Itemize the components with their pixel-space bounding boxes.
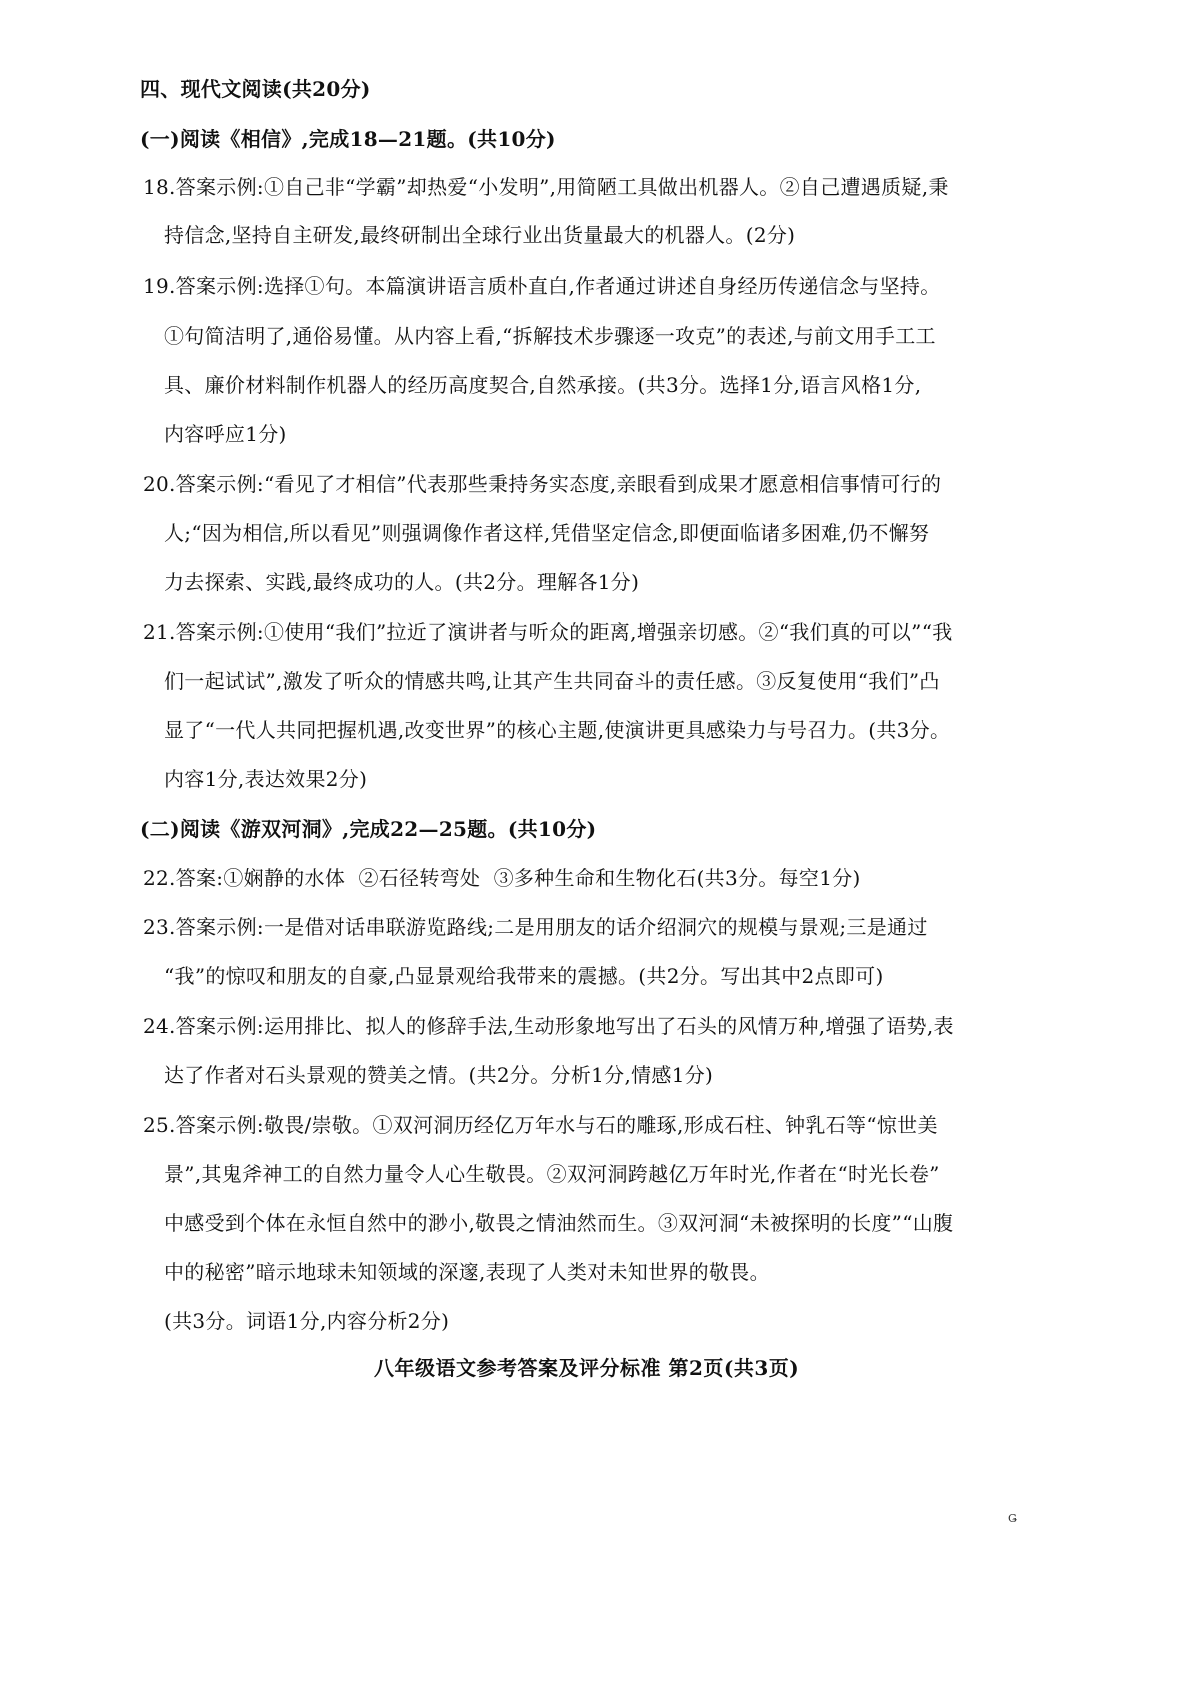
q25-line-3: 中感受到个体在永恒自然中的渺小,敬畏之情油然而生。③双河洞“未被探明的长度”“山腹 xyxy=(164,1211,954,1235)
q19-line-4: 内容呼应1分) xyxy=(164,422,287,446)
q23-line-1: 23.答案示例:一是借对话串联游览路线;二是用朋友的话介绍洞穴的规模与景观;三是通过 xyxy=(143,915,928,939)
part2-header: (二)阅读《游双河洞》,完成22—25题。(共10分) xyxy=(140,817,597,841)
q25-line-5: (共3分。词语1分,内容分析2分) xyxy=(164,1309,450,1333)
page-footer: 八年级语文参考答案及评分标准 第2页(共3页) xyxy=(374,1356,800,1380)
q19-line-3: 具、廉价材料制作机器人的经历高度契合,自然承接。(共3分。选择1分,语言风格1分, xyxy=(164,373,922,397)
q20-line-3: 力去探索、实践,最终成功的人。(共2分。理解各1分) xyxy=(164,570,640,594)
q20-line-2: 人;“因为相信,所以看见”则强调像作者这样,凭借坚定信念,即便面临诸多困难,仍不懈努 xyxy=(164,521,930,545)
section-title: 四、现代文阅读(共20分) xyxy=(140,77,371,101)
corner-mark: Ǥ xyxy=(1008,1512,1018,1525)
q21-line-4: 内容1分,表达效果2分) xyxy=(164,767,368,791)
q25-line-4: 中的秘密”暗示地球未知领域的深邃,表现了人类对未知世界的敬畏。 xyxy=(164,1260,770,1284)
q25-line-1: 25.答案示例:敬畏/崇敬。①双河洞历经亿万年水与石的雕琢,形成石柱、钟乳石等“惊世美 xyxy=(143,1113,938,1137)
q21-line-2: 们一起试试”,激发了听众的情感共鸣,让其产生共同奋斗的责任感。③反复使用“我们”凸 xyxy=(164,669,940,693)
q18-line-1: 18.答案示例:①自己非“学霸”却热爱“小发明”,用简陋工具做出机器人。②自己遭遇质疑,秉 xyxy=(143,175,949,199)
q24-line-1: 24.答案示例:运用排比、拟人的修辞手法,生动形象地写出了石头的风情万种,增强了语势,表 xyxy=(143,1014,954,1038)
q20-line-1: 20.答案示例:“看见了才相信”代表那些秉持务实态度,亲眼看到成果才愿意相信事情可行的 xyxy=(143,472,942,496)
q23-line-2: “我”的惊叹和朋友的自豪,凸显景观给我带来的震撼。(共2分。写出其中2点即可) xyxy=(164,964,884,988)
q19-line-2: ①句简洁明了,通俗易懂。从内容上看,“拆解技术步骤逐一攻克”的表述,与前文用手工工 xyxy=(164,324,936,348)
q25-line-2: 景”,其鬼斧神工的自然力量令人心生敬畏。②双河洞跨越亿万年时光,作者在“时光长卷” xyxy=(164,1162,940,1186)
q21-line-1: 21.答案示例:①使用“我们”拉近了演讲者与听众的距离,增强亲切感。②“我们真的可以”“我 xyxy=(143,620,953,644)
q21-line-3: 显了“一代人共同把握机遇,改变世界”的核心主题,使演讲更具感染力与号召力。(共3分。 xyxy=(164,718,951,742)
q19-line-1: 19.答案示例:选择①句。本篇演讲语言质朴直白,作者通过讲述自身经历传递信念与坚持。 xyxy=(143,274,941,298)
q22-line-1: 22.答案:①娴静的水体 ②石径转弯处 ③多种生命和生物化石(共3分。每空1分) xyxy=(143,866,861,890)
part1-header: (一)阅读《相信》,完成18—21题。(共10分) xyxy=(140,127,556,151)
q18-line-2: 持信念,坚持自主研发,最终研制出全球行业出货量最大的机器人。(2分) xyxy=(164,223,796,247)
q24-line-2: 达了作者对石头景观的赞美之情。(共2分。分析1分,情感1分) xyxy=(164,1063,714,1087)
